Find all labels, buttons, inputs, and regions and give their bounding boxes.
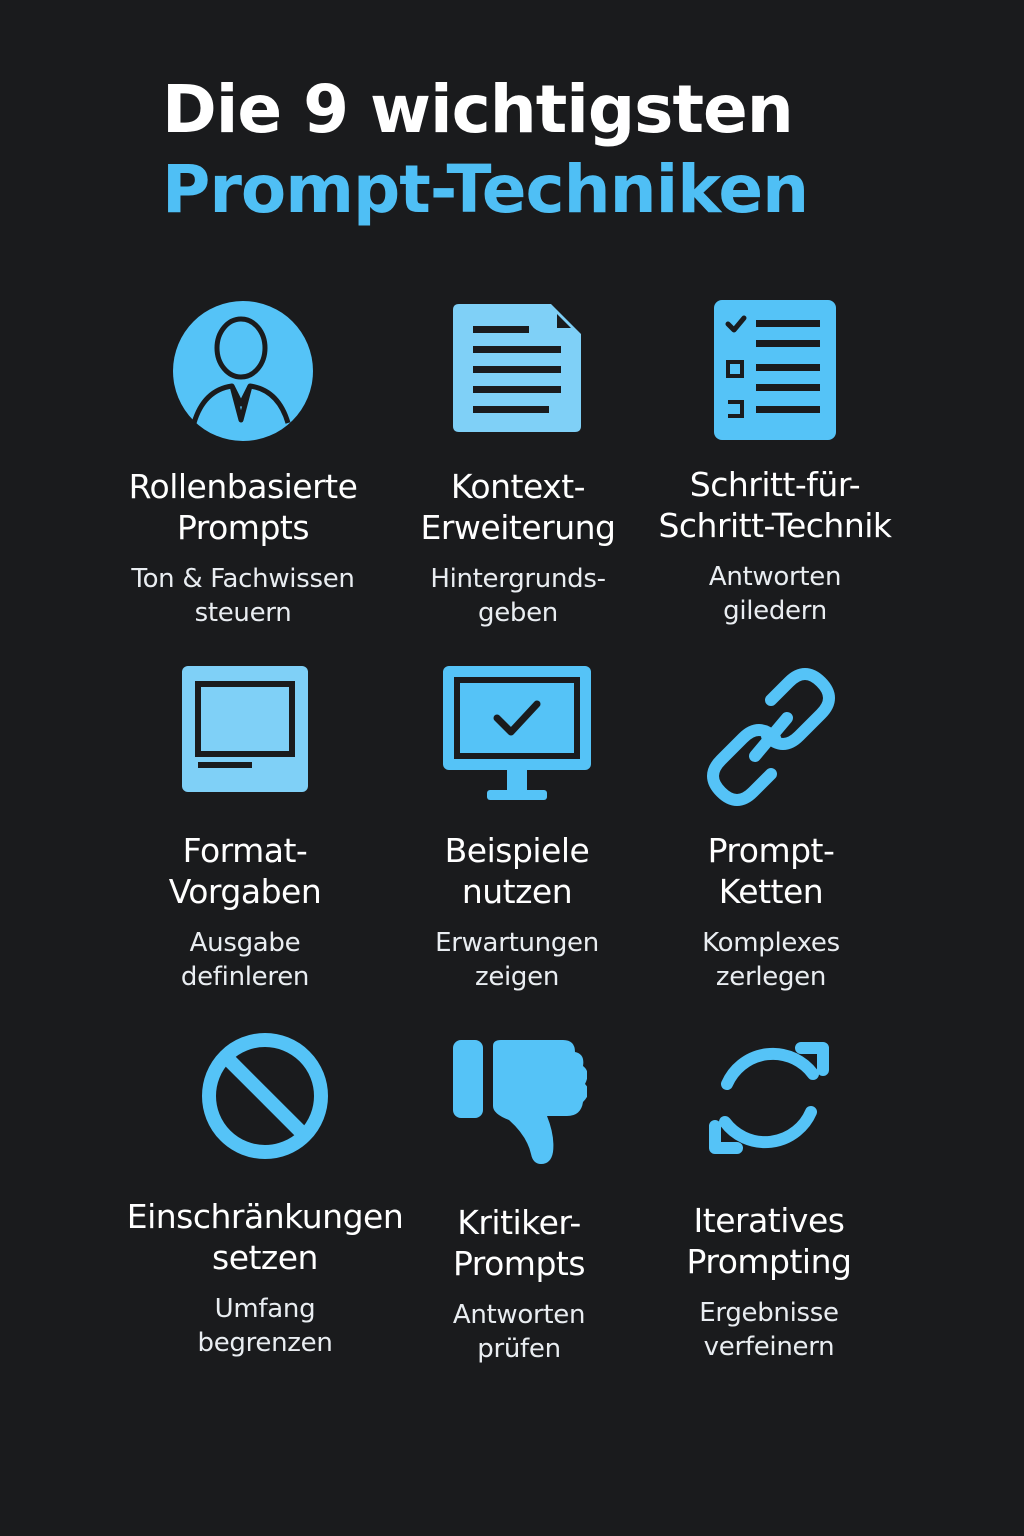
format-frame-icon <box>180 664 310 794</box>
thumbs-down-icon <box>451 1036 587 1166</box>
card-title: Rollenbasierte Prompts <box>128 467 358 547</box>
card-description: Erwartungen zeigen <box>435 928 599 992</box>
card-description: Hintergrunds- geben <box>430 564 606 628</box>
card-title: Kritiker- Prompts <box>452 1203 586 1283</box>
card-description: Komplexes zerlegen <box>702 928 840 992</box>
card-description: Ergebnisse verfeinern <box>699 1298 839 1362</box>
card-description: Ausgabe definleren <box>180 928 310 992</box>
user-icon <box>172 300 314 442</box>
card-title: Format- Vorgaben <box>168 831 322 911</box>
page-title-line2: Prompt-Techniken <box>162 151 809 228</box>
card-description: Ton & Fachwissen steuern <box>131 564 355 628</box>
card-title: Schritt-für- Schritt-Technik <box>658 465 892 545</box>
card-description: Antworten giledern <box>708 562 842 626</box>
card-description: Umfang begrenzen <box>197 1294 333 1358</box>
document-icon <box>451 300 585 436</box>
card-description: Antworten prüfen <box>452 1300 586 1364</box>
card-title: Prompt- Ketten <box>707 831 835 911</box>
page-title-line1: Die 9 wichtigsten <box>162 71 793 148</box>
chain-link-icon <box>701 664 841 810</box>
card-title: Iteratives Prompting <box>686 1201 852 1281</box>
refresh-icon <box>705 1034 833 1162</box>
checklist-icon <box>712 298 838 442</box>
card-title: Einschränkungen setzen <box>126 1197 404 1277</box>
prohibited-icon <box>199 1030 331 1162</box>
page-title <box>162 70 982 230</box>
card-title: Beispiele nutzen <box>444 831 590 911</box>
monitor-check-icon <box>441 664 593 804</box>
card-title: Kontext- Erweiterung <box>420 467 616 547</box>
